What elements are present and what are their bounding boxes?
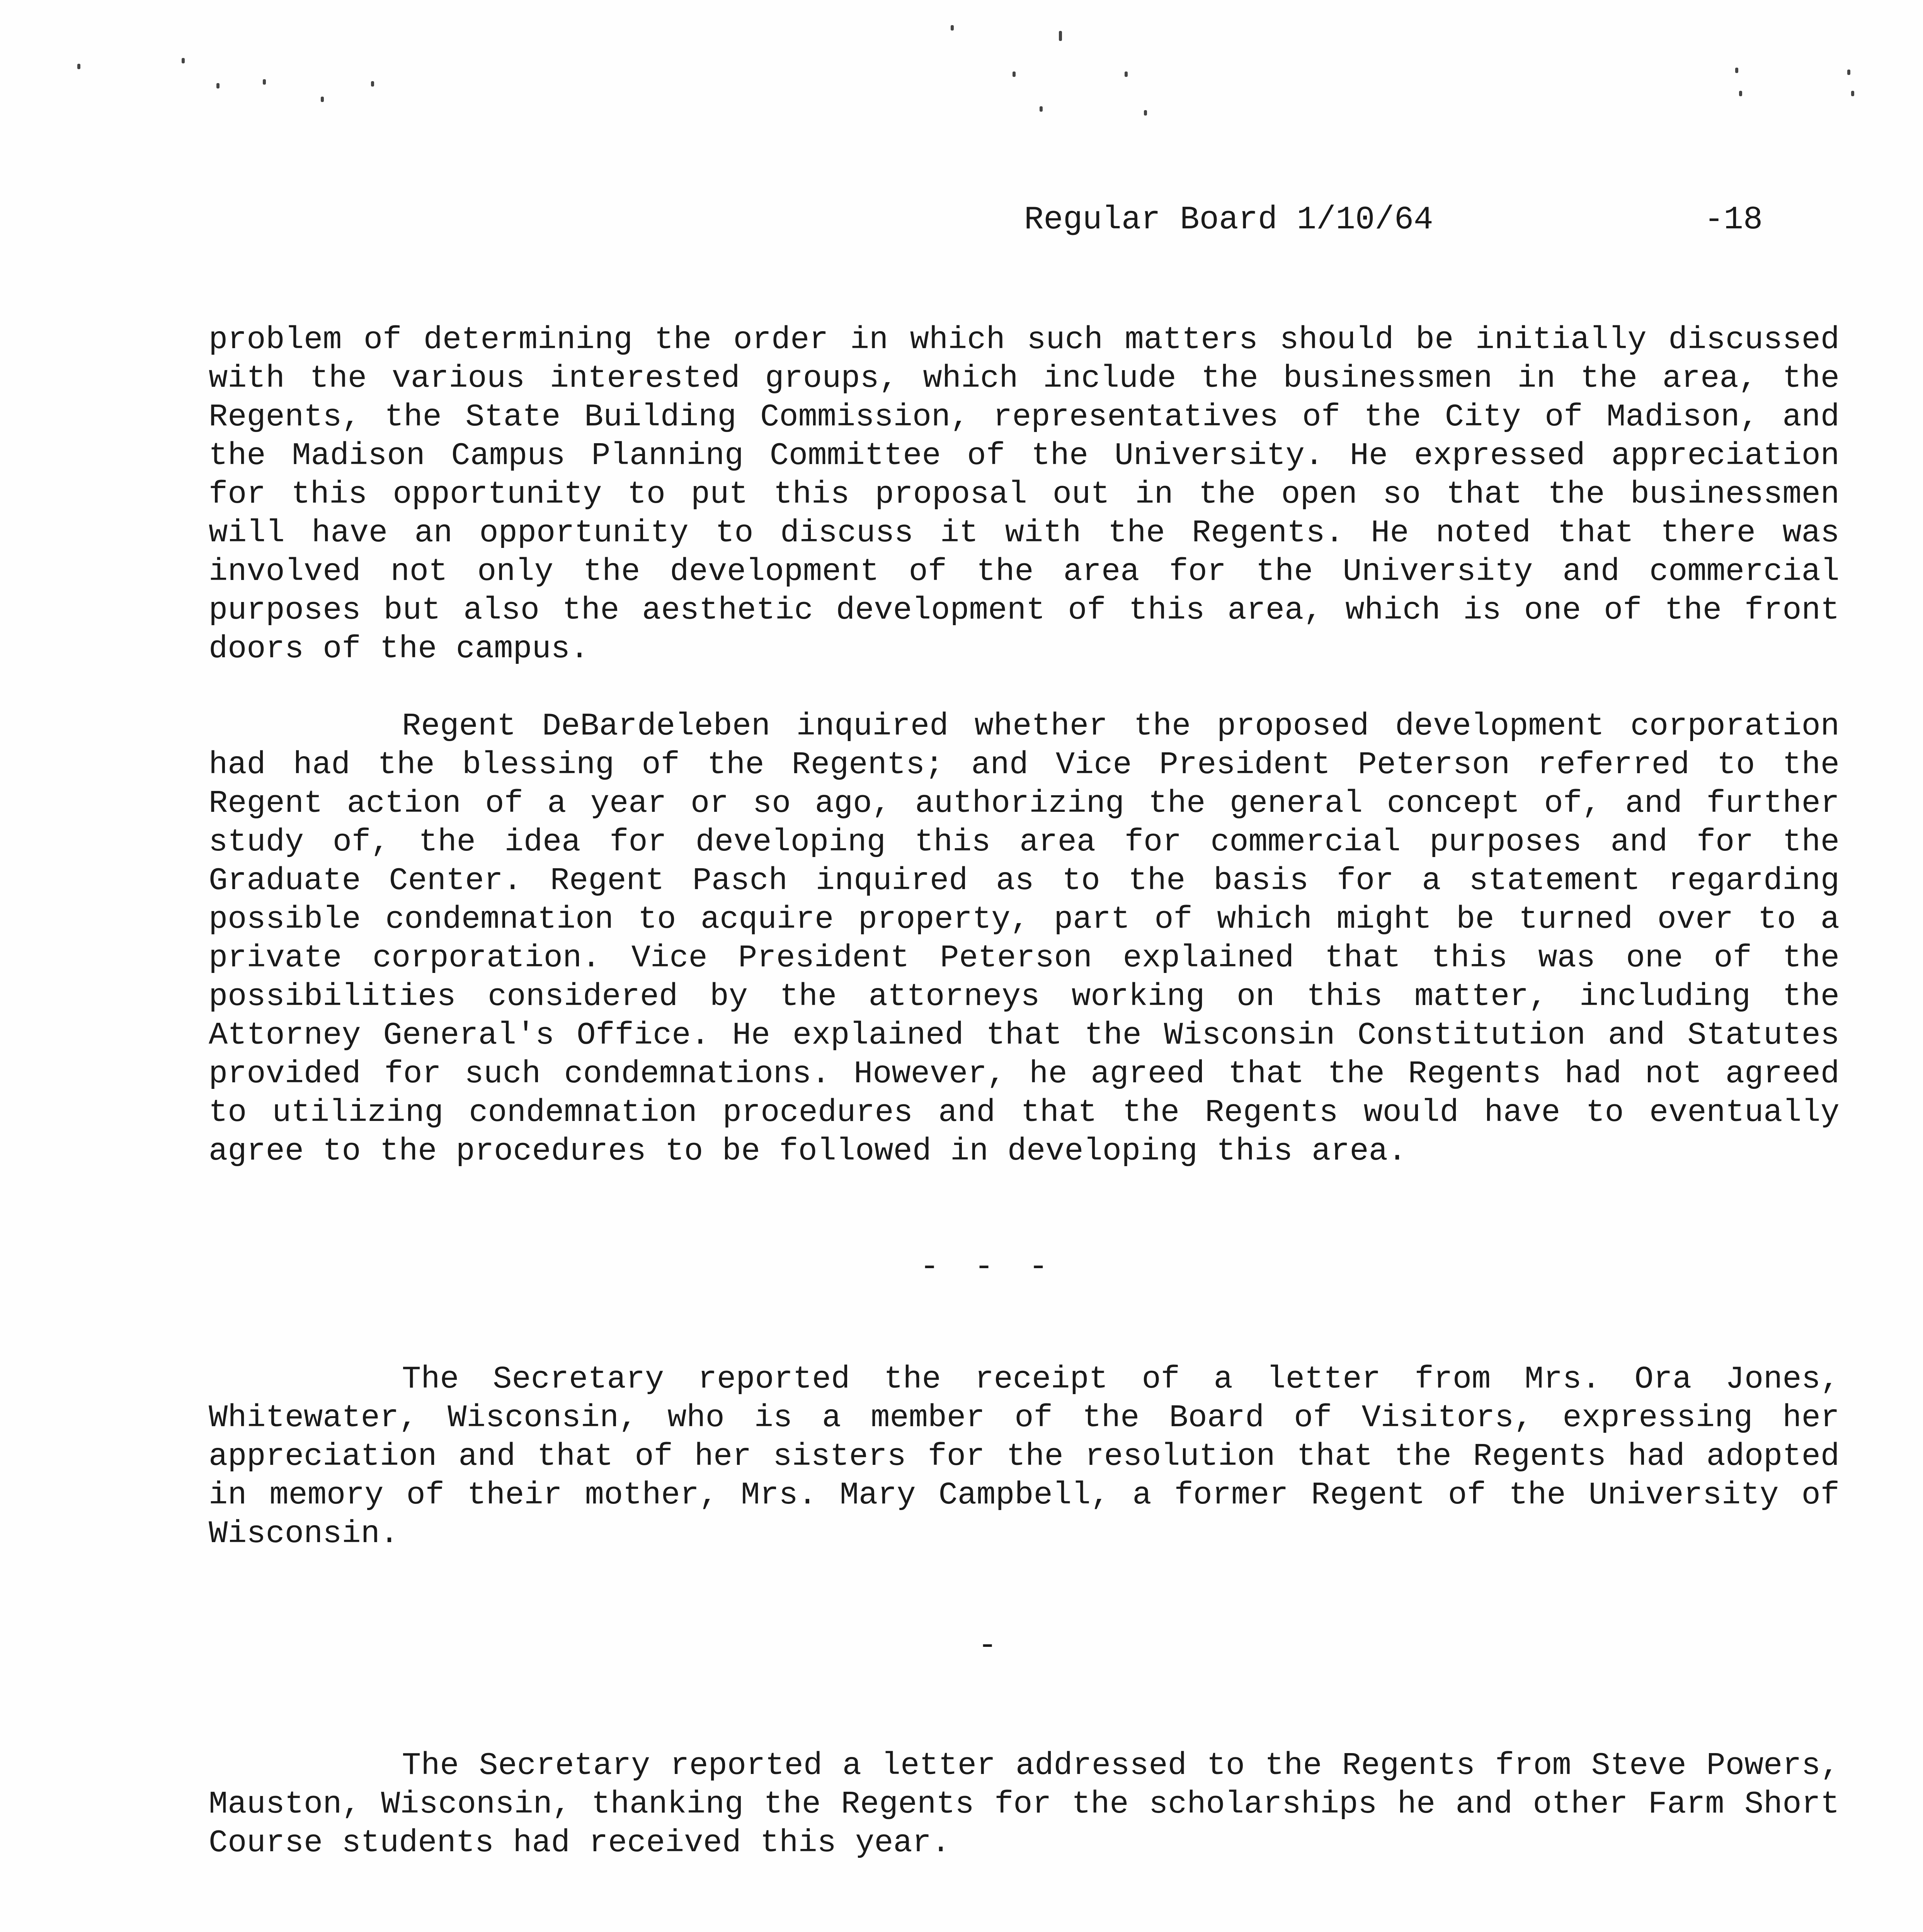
paragraph-continuation: problem of determining the order in which such matters should be initially discussed with the various interested groups, which include the businessmen in the area, the Regents, the State Building Commission, representatives of the City of Madison, and the Madison Campus Planning Committee of the University. He expressed appreciation for this opportunity to put this proposal out in the open so that the businessmen will have an opportunity to discuss it with the Regents. He noted that there was involved not only the development of the area for the University and commercial purposes but also the aesthetic development of this area, which is one of the front doors of the campus. <box>209 322 1840 667</box>
scan-speck <box>1847 70 1850 75</box>
header-title: Regular Board 1/10/64 <box>1024 202 1433 238</box>
scan-speck <box>321 97 324 102</box>
paragraph-steve-powers-letter: The Secretary reported a letter addressed to the Regents from Steve Powers, Mauston, Wisconsin, thanking the Regents for the scholarships he and other Farm Short Course students had received this year. <box>209 1748 1840 1861</box>
scan-speck <box>1144 110 1147 116</box>
scan-speck <box>371 81 374 87</box>
scan-speck <box>182 58 185 63</box>
section-separator: - - - <box>920 1249 1056 1286</box>
scan-speck <box>951 25 954 31</box>
paragraph-debardeleben-inquiry: Regent DeBardeleben inquired whether the proposed development corporation had had the blessing of the Regents; and Vice President Peterson referred to the Regent action of a year or so ago, authorizing the general concept of, and further study of, the idea for developing this area for commercial purposes and for the Graduate Center. Regent Pasch inquired as to the basis for a statement regarding possible condemnation to acquire property, part of which might be turned over to a private corporation. Vice President Peterson explained that this was one of the possibilities considered by the attorneys working on this matter, including the Attorney General's Office. He explained that the Wisconsin Constitution and Statutes provided for such condemnations. However, he agreed that the Regents had not agreed to utilizing condemnation procedures and that the Regents would have to eventually agree to the procedures to be followed in developing this area. <box>209 708 1840 1169</box>
scan-speck <box>1735 68 1738 73</box>
scan-speck <box>263 79 266 85</box>
paragraph-ora-jones-letter: The Secretary reported the receipt of a letter from Mrs. Ora Jones, Whitewater, Wisconsin, who is a member of the Board of Visitors, expressing her appreciation and that of her sisters for the resolution that the Regents had adopted in memory of their mother, Mrs. Mary Campbell, a former Regent of the University of Wisconsin. <box>209 1361 1840 1552</box>
scan-speck <box>1739 91 1742 96</box>
scan-speck <box>1013 71 1016 77</box>
section-separator: - <box>978 1628 1005 1664</box>
scan-speck <box>1851 91 1854 96</box>
header-page-number: -18 <box>1704 202 1763 238</box>
scan-speck <box>216 83 220 88</box>
scan-speck <box>77 64 80 69</box>
scan-speck <box>1125 71 1128 77</box>
scan-speck <box>1040 106 1043 112</box>
scan-speck <box>1059 31 1062 41</box>
